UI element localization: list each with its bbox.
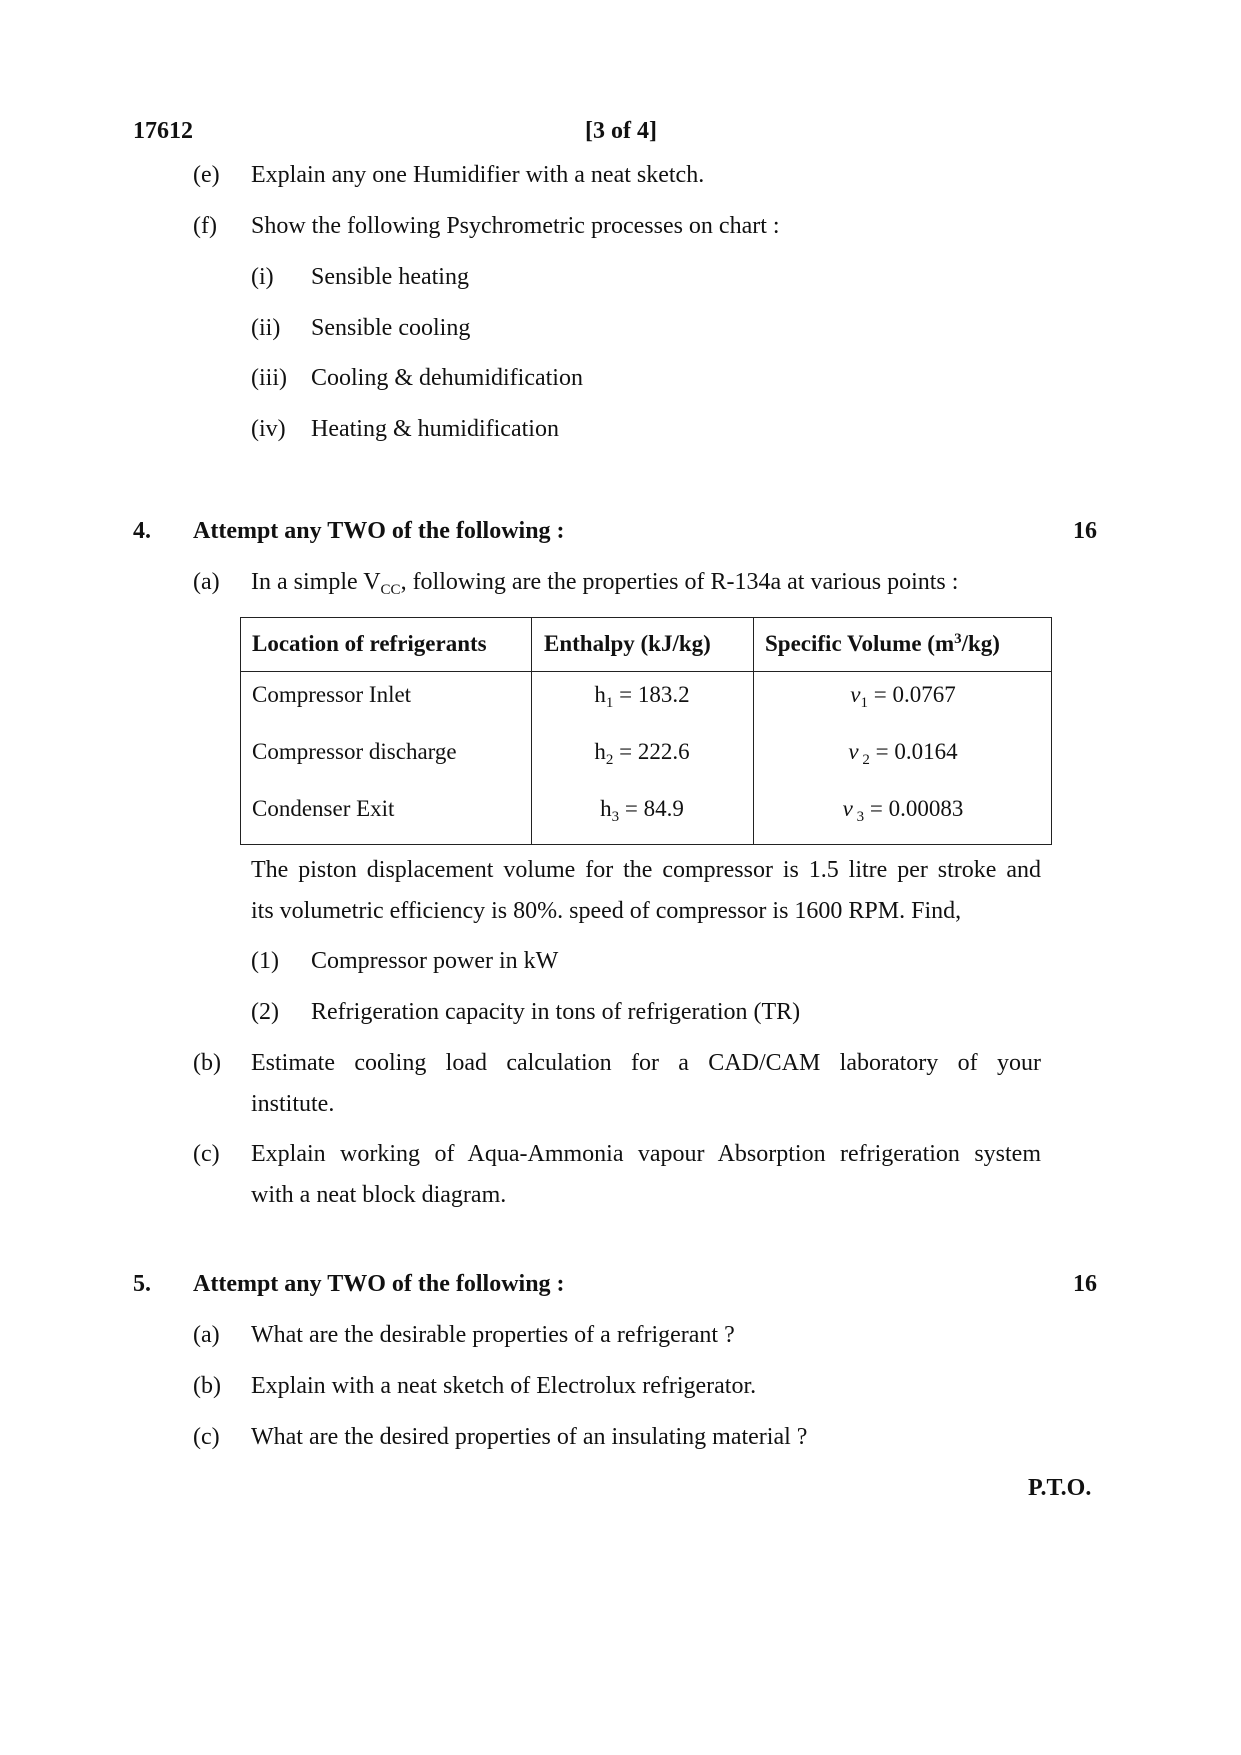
q5b-label: (b): [193, 1373, 221, 1399]
q3f-item-text: Sensible heating: [311, 264, 469, 290]
q5-number: 5.: [133, 1271, 151, 1297]
properties-table: [240, 617, 1052, 845]
q3f-item-label: (i): [251, 264, 274, 290]
q3e-text: Explain any one Humidifier with a neat sketch.: [251, 162, 705, 188]
q3f-item-text: Heating & humidification: [311, 416, 559, 442]
pto-note: P.T.O.: [1028, 1475, 1092, 1501]
q4a-item-label: (1): [251, 948, 279, 974]
q4a-label: (a): [193, 569, 220, 595]
q3f-item-label: (ii): [251, 315, 281, 341]
q3e-label: (e): [193, 162, 220, 188]
q4-marks: 16: [1073, 518, 1097, 544]
table-cell-enthalpy: $h_3 = 84.9$: [600, 796, 684, 825]
page-number: [3 of 4]: [585, 118, 657, 144]
q5-marks: 16: [1073, 1271, 1097, 1297]
q4b-line1: Estimate cooling load calculation for a CAD/CAM laboratory of your: [251, 1050, 1041, 1076]
q4b-line2: institute.: [251, 1091, 335, 1117]
q4-number: 4.: [133, 518, 151, 544]
table-cell-volume: v $_2$ = 0.0164: [848, 739, 958, 768]
q3f-text: Show the following Psychrometric processes on chart :: [251, 213, 780, 239]
table-cell-volume: $v_1 = 0.0767$: [850, 682, 956, 711]
q5b-text: Explain with a neat sketch of Electrolux refrigerator.: [251, 1373, 757, 1399]
q4a-item-text: Compressor power in kW: [311, 948, 559, 974]
table-cell-enthalpy: $h_1 = 183.2$: [594, 682, 690, 711]
q5a-text: What are the desirable properties of a refrigerant ?: [251, 1322, 735, 1348]
paper-code: 17612: [133, 118, 193, 144]
table-cell-enthalpy: $h_2 = 222.6$: [594, 739, 690, 768]
q4c-line2: with a neat block diagram.: [251, 1182, 507, 1208]
q5c-text: What are the desired properties of an insulating material ?: [251, 1424, 808, 1450]
table-cell-location: Condenser Exit: [252, 796, 395, 821]
q3f-label: (f): [193, 213, 217, 239]
q5a-label: (a): [193, 1322, 220, 1348]
table-header: Location of refrigerants: [252, 631, 487, 656]
q3f-item-label: (iii): [251, 365, 287, 391]
table-cell-volume: v $_3$ = 0.00083: [842, 796, 964, 825]
q4a-item-label: (2): [251, 999, 279, 1025]
q4a-para-line2: its volumetric efficiency is 80%. speed of compressor is 1600 RPM. Find,: [251, 898, 962, 924]
table-cell-location: Compressor Inlet: [252, 682, 412, 707]
q3f-item-text: Sensible cooling: [311, 315, 471, 341]
q4a-item-text: Refrigeration capacity in tons of refrigeration (TR): [311, 999, 801, 1025]
table-header: Specific Volume $(m^3/kg)$: [765, 631, 1000, 656]
q3f-item-label: (iv): [251, 416, 286, 442]
q4a-intro: In a simple $V_{CC}$, following are the properties of R-134a at various points :: [251, 569, 959, 598]
q4b-label: (b): [193, 1050, 221, 1076]
q4c-label: (c): [193, 1141, 220, 1167]
q5-title: Attempt any TWO of the following :: [193, 1271, 565, 1297]
q4a-para-line1: The piston displacement volume for the compressor is 1.5 litre per stroke and: [251, 857, 1041, 883]
q4-title: Attempt any TWO of the following :: [193, 518, 565, 544]
q4c-line1: Explain working of Aqua-Ammonia vapour Absorption refrigeration system: [251, 1141, 1041, 1167]
q3f-item-text: Cooling & dehumidification: [311, 365, 583, 391]
table-cell-location: Compressor discharge: [252, 739, 457, 764]
q5c-label: (c): [193, 1424, 220, 1450]
table-header: Enthalpy (kJ/kg): [544, 631, 711, 656]
